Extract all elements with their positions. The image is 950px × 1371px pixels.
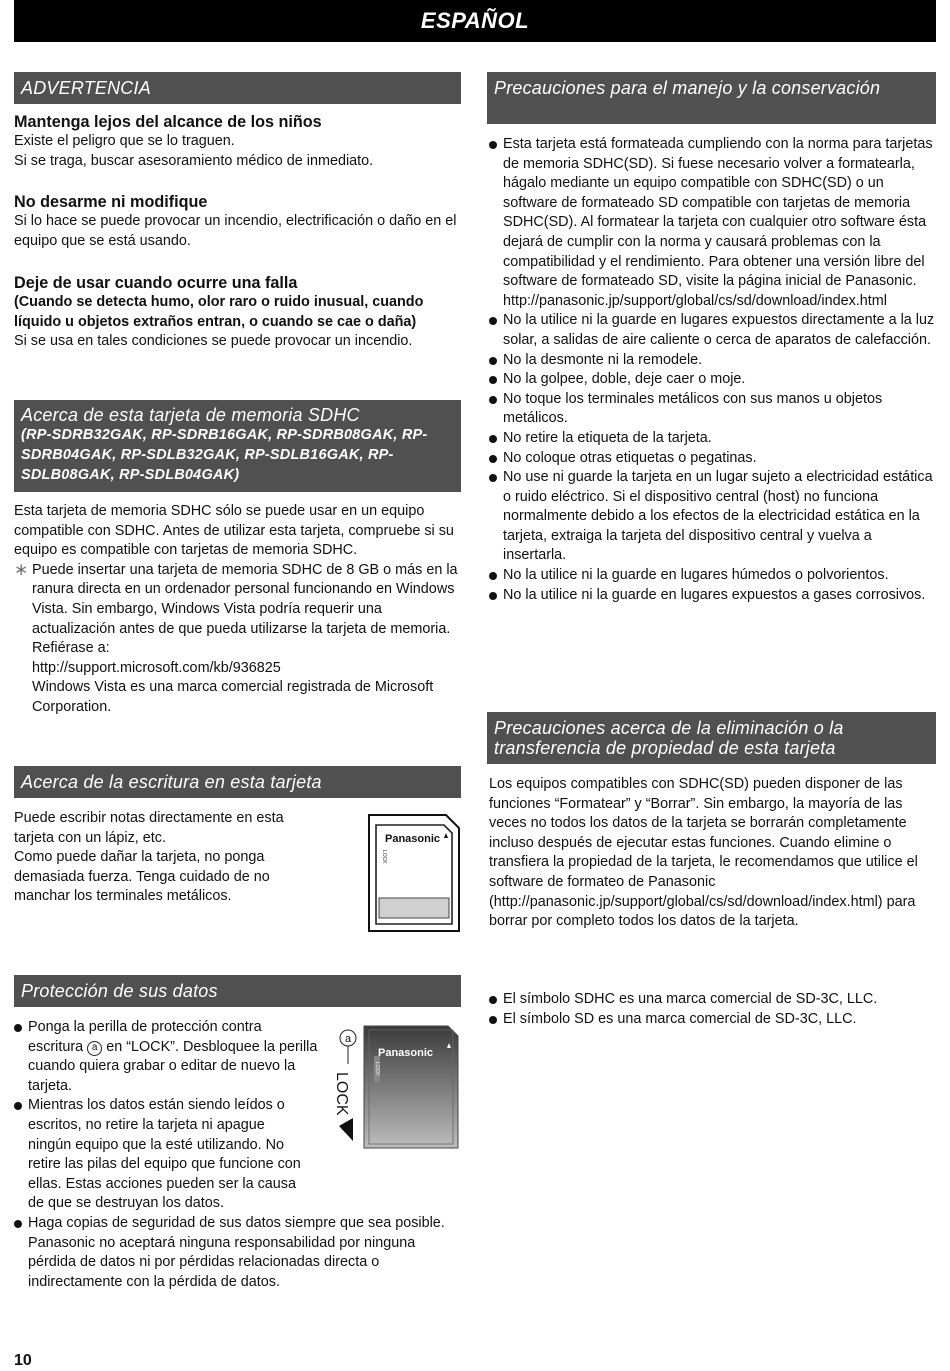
card-lock-text: LOCK — [374, 1062, 380, 1076]
writing-text-2: Como puede dañar la tarjeta, no ponga demasiada fuerza. Tenga cuidado de no manchar los terminales metálicos. — [14, 849, 270, 905]
about-card-intro: Esta tarjeta de memoria SDHC sólo se puede usar en un equipo compatible con SDHC. Antes de utilizar esta tarjeta, compruebe si su equipo es compatible con tarjetas de memoria SDHC. — [14, 503, 454, 559]
list-item: No la desmonte ni la remodele. — [489, 351, 936, 371]
list-item: Haga copias de seguridad de sus datos siempre que sea posible. Panasonic no aceptará ninguna responsabilidad por ninguna pérdida de datos ni por pérdidas relacionadas directa o indirectamente con la pérdida de datos. — [14, 1214, 461, 1292]
about-card-note-text: Puede insertar una tarjeta de memoria SDHC de 8 GB o más en la ranura directa en un ordenador personal funcionando en Windows Vista. Sin embargo, Windows Vista podría requerir una actualización antes de que pueda utilizarse la tarjeta de memoria. Refiérase a: — [32, 561, 458, 657]
warning-heading: Deje de usar cuando ocurre una falla — [14, 274, 298, 292]
writing-text-1: Puede escribir notas directamente en esta tarjeta con un lápiz, etc. — [14, 810, 284, 846]
list-item: No la utilice ni la guarde en lugares húmedos o polvorientos. — [489, 566, 936, 586]
list-item: No use ni guarde la tarjeta en un lugar sujeto a electricidad estática o ruido eléctrico. Si el dispositivo central (host) no funciona normalmente debido a los efectos de la electricidad estática en la tarjeta, extraiga la tarjeta del dispositivo central y vuelva a insertarla. — [489, 468, 936, 566]
page-header-title: ESPAÑOL — [14, 0, 936, 42]
section-header-advertencia: ADVERTENCIA — [14, 72, 461, 104]
asterisk-icon: ∗ — [14, 559, 29, 579]
handling-url[interactable]: http://panasonic.jp/support/global/cs/sd/download/index.html — [503, 292, 887, 309]
marker-a-label: a — [344, 1033, 352, 1045]
section-header-protection: Protección de sus datos — [14, 975, 461, 1007]
list-item: No la golpee, doble, deje caer o moje. — [489, 370, 936, 390]
section-header-disposal: Precauciones acerca de la eliminación o la transferencia de propiedad de esta tarjeta — [487, 712, 936, 764]
card-lock-text: LOCK — [381, 850, 387, 864]
section-header-writing: Acerca de la escritura en esta tarjeta — [14, 766, 461, 798]
section-header-about-card — [14, 400, 461, 492]
list-item: Mientras los datos están siendo leídos o escritos, no retire la tarjeta ni apague ningún equipo que la esté utilizando. No retire las pilas del equipo que funcione con ellas. Estas acciones pueden ser la causa de que se destruyan los datos. — [14, 1096, 461, 1214]
page-number: 10 — [14, 1352, 32, 1369]
list-item: No toque los terminales metálicos con sus manos u objetos metálicos. — [489, 390, 936, 429]
warning-line: Si se traga, buscar asesoramiento médico de inmediato. — [14, 152, 374, 169]
trademarks-list — [489, 990, 936, 1029]
card-brand-text: Panasonic — [378, 1047, 434, 1059]
list-item: No coloque otras etiquetas o pegatinas. — [489, 449, 936, 469]
list-item: Esta tarjeta está formateada cumpliendo con la norma para tarjetas de memoria SDHC(SD). Si fuese necesario volver a formatearla, hágalo mediante un equipo compatible con SDHC(SD) o un software de formateado SD compatible con tarjetas de memoria SDHC(SD). Al formatear la tarjeta con cualquier otro software ésta dejará de cumplir con la norma y causará problemas con la compatibilidad y el rendimiento. Para obtener una versión libre del software de formateado SD, visite la página inicial de Panasonic. http://panasonic.jp/support/global/cs/sd/download/index.html — [489, 135, 936, 311]
disposal-body — [489, 775, 936, 932]
section-header-handling: Precauciones para el manejo y la conservación — [487, 72, 936, 124]
warning-block-children — [14, 112, 461, 171]
list-item: No la utilice ni la guarde en lugares expuestos directamente a la luz solar, a salidas de aire caliente o cerca de aparatos de calefacción. — [489, 311, 936, 350]
about-card-note-trademark: Windows Vista es una marca comercial registrada de Microsoft Corporation. — [32, 679, 434, 715]
lock-label: LOCK — [333, 1072, 350, 1116]
about-card-note — [14, 561, 461, 718]
write-protect-diagram — [333, 1026, 462, 1154]
disposal-text: Los equipos compatibles con SDHC(SD) pueden disponer de las funciones “Formatear” y “Borrar”. Sin embargo, la mayoría de las veces no todos los datos de la tarjeta se borrarán completamente incluso después de ejecutar estas funciones. Cuando elimine o transfiera la propiedad de la tarjeta, le recomendamos que utilice el software de formateo de Panasonic (http://panasonic.jp/support/global/cs/sd/download/index.html) para borrar por completo todos los datos de la tarjeta. — [489, 776, 918, 930]
list-item: Ponga la perilla de protección contra escritura a en “LOCK”. Desbloquee la perilla cuando quiera grabar o editar de nuevo la tarjeta. — [14, 1018, 318, 1096]
list-item: El símbolo SDHC es una marca comercial de SD-3C, LLC. — [489, 990, 936, 1010]
list-item: No retire la etiqueta de la tarjeta. — [489, 429, 936, 449]
writing-body — [14, 809, 314, 907]
warning-line: Existe el peligro que se lo traguen. — [14, 133, 235, 149]
warning-heading: Mantenga lejos del alcance de los niños — [14, 113, 322, 131]
warning-block-malfunction — [14, 273, 461, 352]
list-item: El símbolo SD es una marca comercial de SD-3C, LLC. — [489, 1010, 936, 1030]
list-item: No la utilice ni la guarde en lugares expuestos a gases corrosivos. — [489, 586, 936, 606]
sd-card-label-illustration — [366, 812, 462, 934]
warning-line: Si se usa en tales condiciones se puede provocar un incendio. — [14, 333, 413, 350]
warning-block-disassembly — [14, 192, 461, 251]
about-card-models: (RP-SDRB32GAK, RP-SDRB16GAK, RP-SDRB08GAK, RP-SDRB04GAK, RP-SDLB32GAK, RP-SDLB16GAK, RP-SDLB08GAK, RP-SDLB04GAK) — [21, 427, 428, 483]
about-card-note-url[interactable]: http://support.microsoft.com/kb/936825 — [32, 659, 281, 676]
about-card-title: Acerca de esta tarjeta de memoria SDHC — [21, 405, 360, 425]
warning-heading: No desarme ni modifique — [14, 193, 208, 211]
card-brand-text: Panasonic — [385, 833, 441, 845]
lock-arrow-icon — [339, 1118, 353, 1141]
marker-a-icon: a — [87, 1041, 102, 1056]
warning-line: Si lo hace se puede provocar un incendio, electrificación o daño en el equipo que se está usando. — [14, 213, 457, 249]
about-card-body — [14, 502, 461, 718]
warning-condition: (Cuando se detecta humo, olor raro o ruido inusual, cuando líquido u objetos extraños entran, o cuando se cae o daña) — [14, 294, 424, 330]
handling-body — [489, 135, 936, 605]
